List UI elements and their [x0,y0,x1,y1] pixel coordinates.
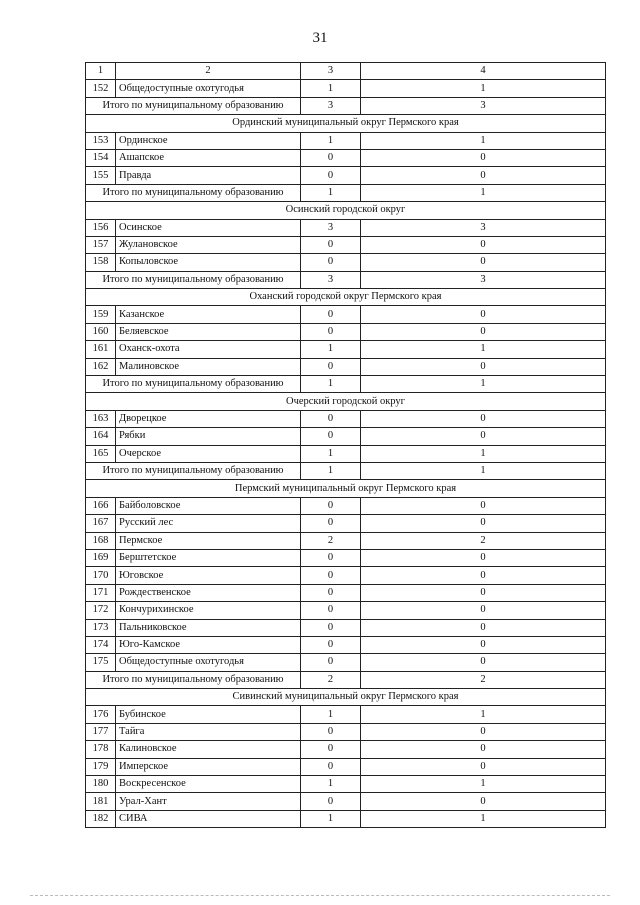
row-name: Русский лес [116,515,301,532]
row-number: 168 [86,532,116,549]
total-value-col4: 2 [361,671,606,688]
row-value-col4: 0 [361,654,606,671]
total-value-col4: 1 [361,184,606,201]
total-row [86,97,606,114]
row-number: 155 [86,167,116,184]
table-row [86,532,606,549]
row-number: 165 [86,445,116,462]
row-number: 176 [86,706,116,723]
row-value-col3: 1 [301,706,361,723]
total-value-col4: 1 [361,462,606,479]
section-row [86,480,606,497]
row-name: Воскресенское [116,776,301,793]
row-value-col4: 0 [361,323,606,340]
table-row [86,793,606,810]
page-number: 31 [312,30,328,46]
section-title: Пермский муниципальный округ Пермского края [86,480,606,497]
row-number: 181 [86,793,116,810]
row-value-col4: 0 [361,723,606,740]
row-number: 158 [86,254,116,271]
table-row [86,306,606,323]
row-value-col3: 1 [301,445,361,462]
row-name: Имперское [116,758,301,775]
row-value-col3: 0 [301,741,361,758]
row-value-col3: 0 [301,497,361,514]
row-number: 167 [86,515,116,532]
row-value-col4: 1 [361,341,606,358]
row-name: Копыловское [116,254,301,271]
table-row [86,428,606,445]
row-number: 166 [86,497,116,514]
row-value-col4: 0 [361,410,606,427]
table-row [86,132,606,149]
table-row [86,445,606,462]
row-value-col3: 0 [301,236,361,253]
row-value-col3: 0 [301,602,361,619]
row-value-col3: 0 [301,567,361,584]
section-title: Ординский муниципальный округ Пермского края [86,115,606,132]
row-value-col3: 0 [301,306,361,323]
section-row [86,689,606,706]
row-value-col3: 0 [301,254,361,271]
row-number: 175 [86,654,116,671]
row-value-col3: 0 [301,428,361,445]
table-row [86,567,606,584]
row-value-col3: 0 [301,149,361,166]
row-value-col3: 0 [301,723,361,740]
row-number: 171 [86,584,116,601]
row-name: Осинское [116,219,301,236]
row-name: Пермское [116,532,301,549]
row-name: Юговское [116,567,301,584]
row-value-col3: 0 [301,584,361,601]
row-number: 153 [86,132,116,149]
row-value-col3: 0 [301,636,361,653]
row-number: 152 [86,80,116,97]
row-number: 163 [86,410,116,427]
row-value-col4: 1 [361,132,606,149]
row-name: Очерское [116,445,301,462]
row-value-col4: 2 [361,532,606,549]
table-row [86,341,606,358]
table-row [86,810,606,827]
row-value-col4: 0 [361,167,606,184]
table-row [86,497,606,514]
row-name: Общедоступные охотугодья [116,80,301,97]
total-value-col3: 3 [301,97,361,114]
row-value-col3: 0 [301,410,361,427]
row-name: Тайга [116,723,301,740]
row-value-col3: 1 [301,776,361,793]
row-number: 177 [86,723,116,740]
row-name: Беляевское [116,323,301,340]
row-number: 180 [86,776,116,793]
row-value-col3: 1 [301,810,361,827]
table-row [86,236,606,253]
total-value-col4: 3 [361,97,606,114]
row-number: 156 [86,219,116,236]
row-value-col4: 0 [361,793,606,810]
row-value-col3: 3 [301,219,361,236]
row-number: 179 [86,758,116,775]
row-value-col3: 0 [301,654,361,671]
row-name: Бубинское [116,706,301,723]
row-name: Ординское [116,132,301,149]
row-value-col4: 0 [361,306,606,323]
row-number: 159 [86,306,116,323]
row-value-col3: 1 [301,341,361,358]
row-name: Казанское [116,306,301,323]
row-name: Пальниковское [116,619,301,636]
row-name: Жулановское [116,236,301,253]
row-value-col4: 1 [361,445,606,462]
row-value-col4: 0 [361,149,606,166]
row-name: Малиновское [116,358,301,375]
row-number: 160 [86,323,116,340]
row-value-col3: 0 [301,549,361,566]
row-value-col3: 1 [301,132,361,149]
table-row [86,323,606,340]
table-row [86,776,606,793]
total-value-col4: 1 [361,376,606,393]
footer-divider [30,895,610,896]
row-value-col4: 0 [361,584,606,601]
table-row [86,602,606,619]
total-row [86,271,606,288]
total-value-col3: 3 [301,271,361,288]
total-row [86,184,606,201]
row-number: 161 [86,341,116,358]
row-number: 170 [86,567,116,584]
total-label: Итого по муниципальному образованию [86,97,301,114]
row-value-col4: 0 [361,619,606,636]
row-name: Дворецкое [116,410,301,427]
table-row [86,741,606,758]
table-row [86,549,606,566]
table-row [86,219,606,236]
row-number: 172 [86,602,116,619]
row-value-col3: 0 [301,619,361,636]
header-cell-1: 1 [86,63,116,80]
row-value-col3: 1 [301,80,361,97]
header-cell-4: 4 [361,63,606,80]
row-number: 182 [86,810,116,827]
total-value-col3: 2 [301,671,361,688]
total-row [86,376,606,393]
row-name: Общедоступные охотугодья [116,654,301,671]
hunting-grounds-table [85,62,606,828]
row-name: Урал-Хант [116,793,301,810]
row-value-col4: 0 [361,741,606,758]
row-value-col4: 0 [361,428,606,445]
row-name: Ашапское [116,149,301,166]
table-row [86,167,606,184]
row-value-col3: 2 [301,532,361,549]
row-number: 173 [86,619,116,636]
row-value-col4: 0 [361,358,606,375]
row-value-col3: 0 [301,358,361,375]
table-row [86,758,606,775]
total-value-col3: 1 [301,184,361,201]
table-row [86,584,606,601]
section-title: Оханский городской округ Пермского края [86,289,606,306]
row-number: 178 [86,741,116,758]
table-row [86,619,606,636]
section-row [86,115,606,132]
table-row [86,80,606,97]
row-name: Берштетское [116,549,301,566]
row-name: Оханск-охота [116,341,301,358]
row-value-col3: 0 [301,323,361,340]
header-cell-3: 3 [301,63,361,80]
table-row [86,723,606,740]
table-body [86,63,606,828]
row-number: 169 [86,549,116,566]
row-value-col4: 1 [361,810,606,827]
row-value-col4: 1 [361,80,606,97]
row-value-col4: 1 [361,776,606,793]
row-number: 162 [86,358,116,375]
row-value-col3: 0 [301,167,361,184]
section-row [86,289,606,306]
row-value-col4: 0 [361,602,606,619]
total-value-col4: 3 [361,271,606,288]
table-row [86,515,606,532]
total-label: Итого по муниципальному образованию [86,462,301,479]
section-row [86,393,606,410]
total-row [86,671,606,688]
row-value-col4: 0 [361,549,606,566]
row-value-col4: 0 [361,236,606,253]
row-value-col4: 0 [361,254,606,271]
total-value-col3: 1 [301,462,361,479]
row-value-col3: 0 [301,515,361,532]
table-row [86,706,606,723]
row-value-col3: 0 [301,793,361,810]
table-row [86,410,606,427]
row-name: Правда [116,167,301,184]
table-row [86,654,606,671]
row-number: 154 [86,149,116,166]
row-name: Калиновское [116,741,301,758]
table-row [86,149,606,166]
section-title: Сивинский муниципальный округ Пермского края [86,689,606,706]
table-row [86,636,606,653]
table-row [86,358,606,375]
section-row [86,202,606,219]
table-row [86,254,606,271]
row-value-col4: 3 [361,219,606,236]
row-value-col4: 0 [361,636,606,653]
row-number: 174 [86,636,116,653]
row-value-col4: 0 [361,515,606,532]
row-value-col4: 0 [361,497,606,514]
row-name: Кончурихинское [116,602,301,619]
row-value-col3: 0 [301,758,361,775]
row-value-col4: 0 [361,758,606,775]
section-title: Очерский городской округ [86,393,606,410]
row-name: СИВА [116,810,301,827]
row-value-col4: 1 [361,706,606,723]
total-row [86,462,606,479]
total-value-col3: 1 [301,376,361,393]
row-name: Байболовское [116,497,301,514]
total-label: Итого по муниципальному образованию [86,271,301,288]
total-label: Итого по муниципальному образованию [86,376,301,393]
total-label: Итого по муниципальному образованию [86,671,301,688]
row-number: 157 [86,236,116,253]
section-title: Осинский городской округ [86,202,606,219]
row-number: 164 [86,428,116,445]
row-name: Юго-Камское [116,636,301,653]
header-row [86,63,606,80]
header-cell-2: 2 [116,63,301,80]
row-value-col4: 0 [361,567,606,584]
total-label: Итого по муниципальному образованию [86,184,301,201]
row-name: Рождественское [116,584,301,601]
row-name: Рябки [116,428,301,445]
